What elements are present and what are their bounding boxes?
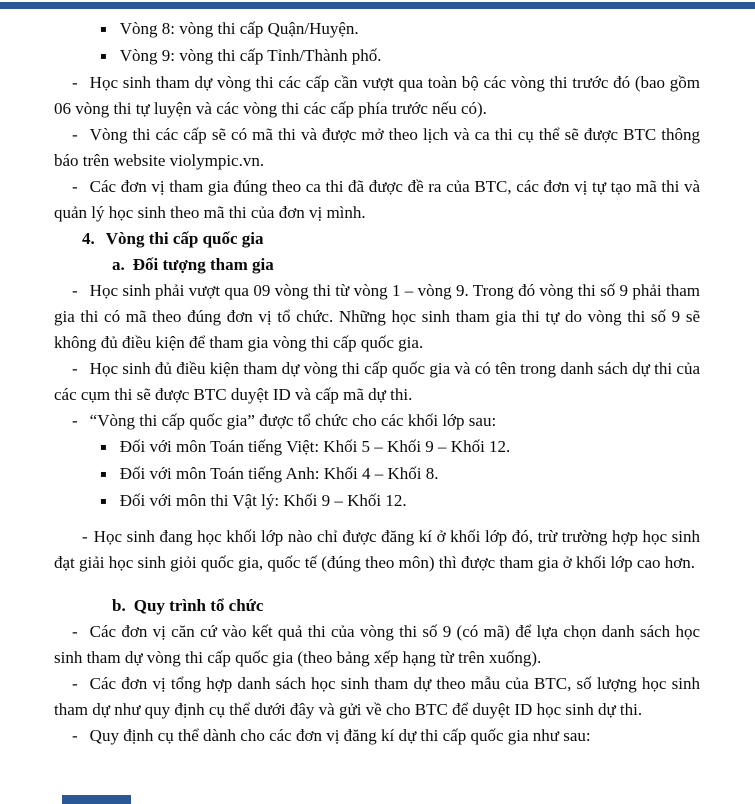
para-all-rounds [54,70,700,122]
heading-text: Vòng thi cấp quốc gia [105,229,264,248]
heading-text: Quy trình tổ chức [133,596,264,615]
dash-marker: - [72,411,78,430]
heading-section-4 [54,226,700,252]
para-text: Học sinh tham dự vòng thi các cấp cần vượt qua toàn bộ các vòng thi trước đó (bao gồm 06 vòng thi tự luyện và các vòng thi các cấp phía trước nếu có). [54,73,700,118]
para-id-approval [54,356,700,408]
para-text: Các đơn vị căn cứ vào kết quả thi của vòng thi số 9 (có mã) để lựa chọn danh sách học sinh tham dự vòng thi cấp quốc gia (theo bảng xếp hạng từ trên xuống). [54,622,700,667]
para-text: Học sinh đang học khối lớp nào chỉ được đăng kí ở khối lớp đó, trừ trường hợp học sinh đạt giải học sinh giỏi quốc gia, quốc tế (đúng theo môn) thì được tham gia ở khối lớp cao hơn. [54,527,700,572]
para-exam-code [54,122,700,174]
heading-number: 4. [82,229,95,248]
square-bullet-icon: ▪ [100,24,107,35]
square-bullet-icon: ▪ [100,442,107,453]
para-text: Các đơn vị tham gia đúng theo ca thi đã được đề ra của BTC, các đơn vị tự tạo mã thi và quản lý học sinh theo mã thi của đơn vị mình. [54,177,700,222]
next-block-fragment-bar [62,795,131,804]
heading-text: Đối tượng tham gia [132,255,274,274]
para-text: Quy định cụ thể dành cho các đơn vị đăng kí dự thi cấp quốc gia như sau: [89,726,591,745]
heading-letter: a. [112,255,125,274]
para-roster [54,671,700,723]
top-horizontal-rule [0,2,755,9]
para-text: Học sinh phải vượt qua 09 vòng thi từ vòng 1 – vòng 9. Trong đó vòng thi số 9 phải tham gia thi có mã theo đúng đơn vị tổ chức. Những học sinh tham gia thi tự do vòng thi số 9 sẽ không đủ điều kiện để tham gia vòng thi cấp quốc gia. [54,281,700,352]
para-grades-intro [54,408,700,434]
list-item-physics [54,488,700,515]
para-text: “Vòng thi cấp quốc gia” được tổ chức cho các khối lớp sau: [89,411,497,430]
list-item-round-9 [54,43,700,70]
para-grade-rule [54,524,700,576]
dash-marker: - [72,674,78,693]
para-selection [54,619,700,671]
list-item-math-vietnamese [54,434,700,461]
list-item-text: Vòng 9: vòng thi cấp Tỉnh/Thành phố. [119,46,382,65]
list-item-text: Vòng 8: vòng thi cấp Quận/Huyện. [119,19,359,38]
list-item-text: Đối với môn Toán tiếng Anh: Khối 4 – Khối 8. [119,464,439,483]
dash-marker: - [72,622,78,641]
para-text: Các đơn vị tổng hợp danh sách học sinh tham dự theo mẫu của BTC, số lượng học sinh tham dự như quy định cụ thể dưới đây và gửi về cho BTC để duyệt ID học sinh dự thi. [54,674,700,719]
dash-marker: - [72,359,78,378]
square-bullet-icon: ▪ [100,496,107,507]
heading-subsection-a [54,252,700,278]
heading-letter: b. [112,596,126,615]
square-bullet-icon: ▪ [100,469,107,480]
list-item-text: Đối với môn thi Vật lý: Khối 9 – Khối 12. [119,491,407,510]
para-qualify [54,278,700,356]
list-item-math-english [54,461,700,488]
document-body [54,16,700,749]
para-text: Học sinh đủ điều kiện tham dự vòng thi cấp quốc gia và có tên trong danh sách dự thi của các cụm thi sẽ được BTC duyệt ID và cấp mã dự thi. [54,359,700,404]
dash-marker: - [82,527,88,546]
para-regulation-intro [54,723,700,749]
dash-marker: - [72,726,78,745]
list-item-text: Đối với môn Toán tiếng Việt: Khối 5 – Khối 9 – Khối 12. [119,437,511,456]
para-units [54,174,700,226]
dash-marker: - [72,177,78,196]
dash-marker: - [72,125,78,144]
heading-subsection-b [54,593,700,619]
dash-marker: - [72,73,78,92]
para-text: Vòng thi các cấp sẽ có mã thi và được mở theo lịch và ca thi cụ thể sẽ được BTC thông báo trên website violympic.vn. [54,125,700,170]
list-item-round-8 [54,16,700,43]
dash-marker: - [72,281,78,300]
square-bullet-icon: ▪ [100,51,107,62]
